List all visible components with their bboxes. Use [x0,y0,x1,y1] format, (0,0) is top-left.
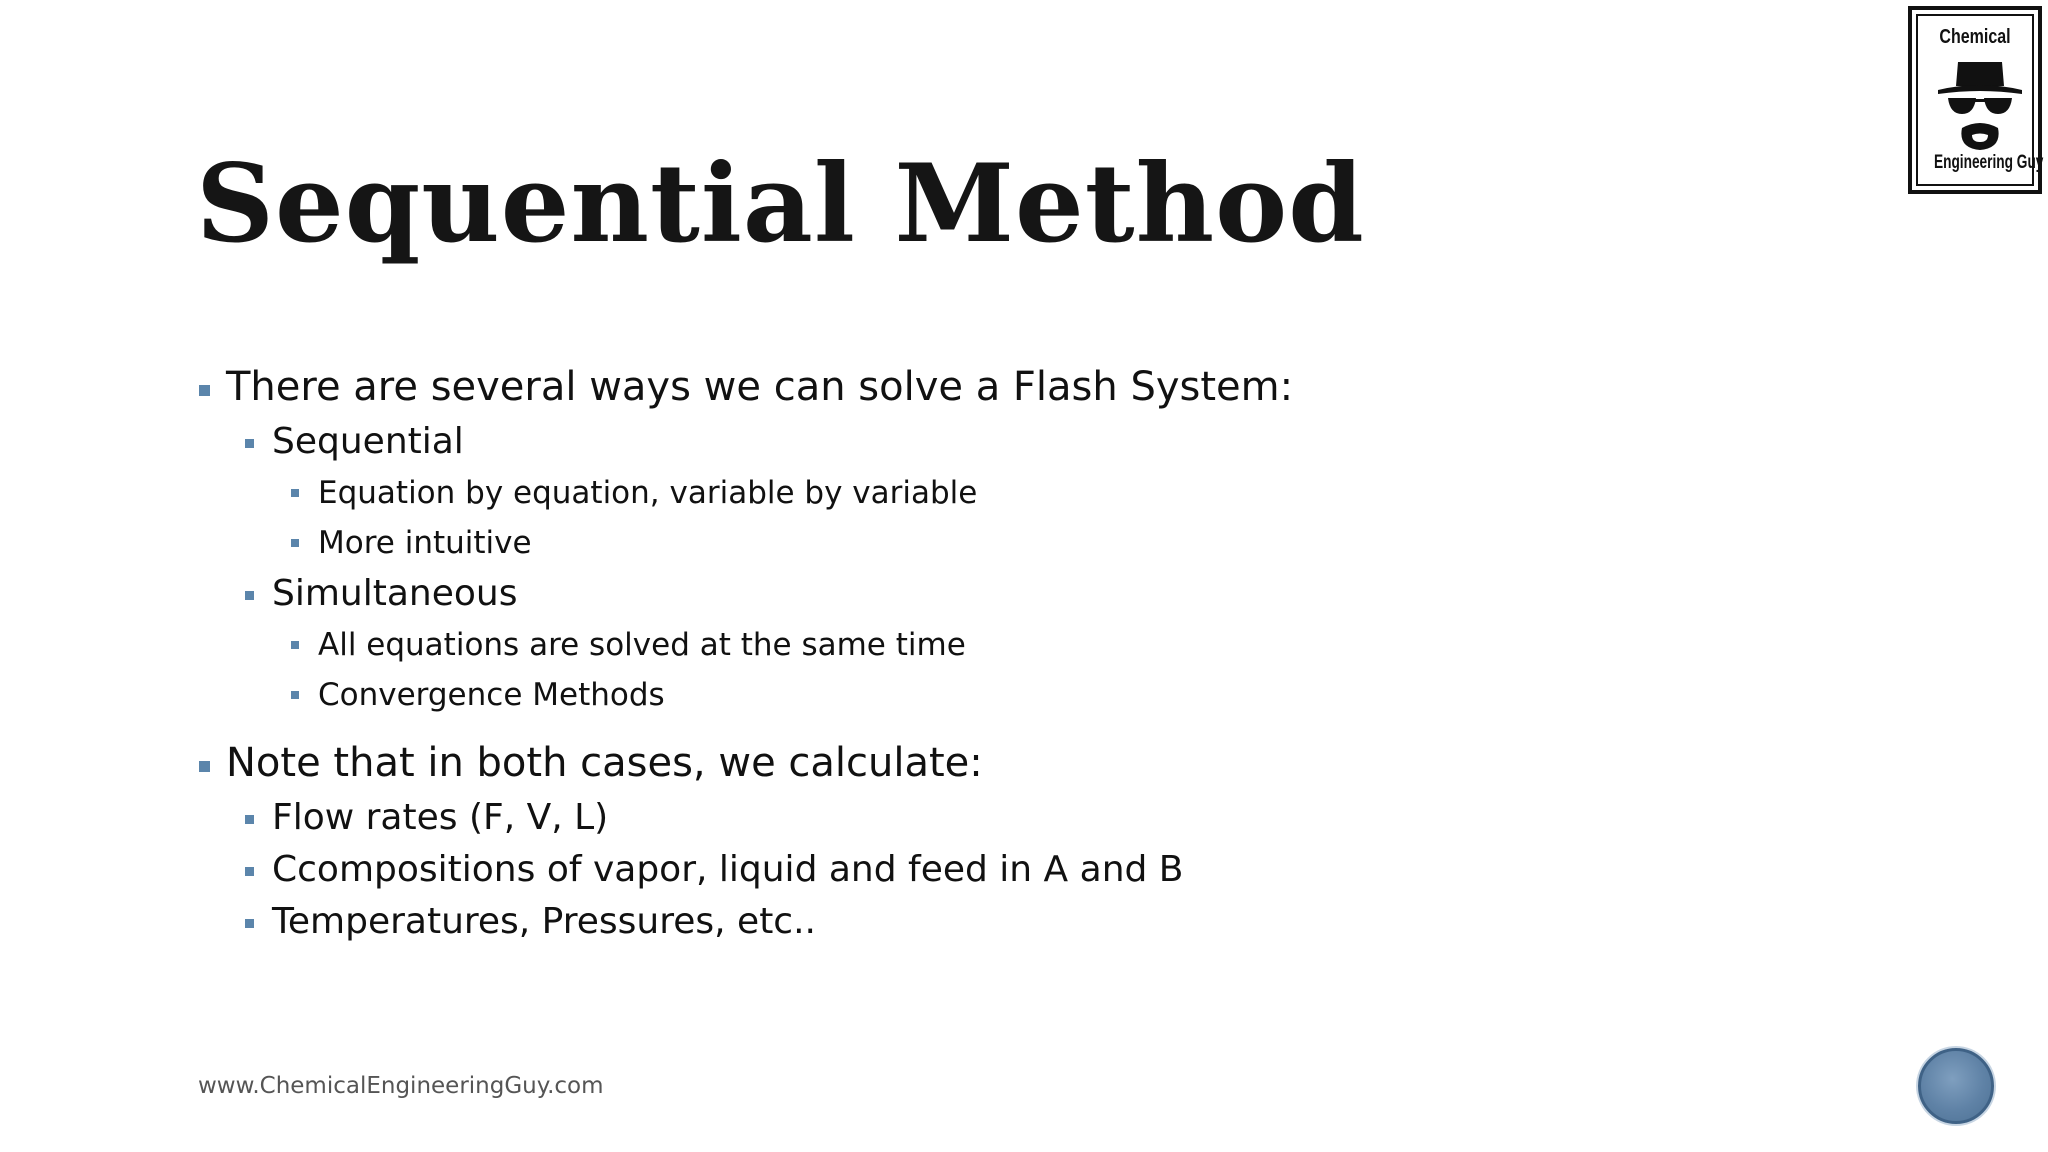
slide-title: Sequential Method [196,141,1365,267]
square-bullet-icon [245,591,254,600]
brand-logo [1908,6,2042,194]
square-bullet-icon [291,539,299,547]
bullet-item [196,792,1696,844]
square-bullet-icon [245,919,254,928]
bullet-item [196,468,1696,518]
bullet-text: Note that in both cases, we calculate: [226,740,983,786]
square-bullet-icon [291,691,299,699]
square-bullet-icon [291,641,299,649]
bullet-item [196,734,1696,792]
bullet-item [196,620,1696,670]
square-bullet-icon [245,867,254,876]
logo-top-text: Chemical [1939,26,2011,48]
bullet-item [196,896,1696,948]
bullet-list [196,358,1696,948]
footer-website-url: www.ChemicalEngineeringGuy.com [198,1073,604,1099]
square-bullet-icon [199,385,210,396]
navigation-circle-icon[interactable] [1918,1048,1994,1124]
bullet-item [196,358,1696,416]
bullet-text: There are several ways we can solve a Flash System: [226,364,1294,410]
bullet-text: Temperatures, Pressures, etc.. [272,901,816,942]
bullet-text: All equations are solved at the same time [318,627,966,663]
bullet-text: Ccompositions of vapor, liquid and feed in A and B [272,849,1184,890]
bullet-item [196,518,1696,568]
square-bullet-icon [199,761,210,772]
bullet-item [196,568,1696,620]
logo-bottom-text: Engineering Guy [1933,152,2044,173]
bullet-text: Sequential [272,421,464,462]
logo-frame [1916,14,2044,186]
bullet-item [196,844,1696,896]
bullet-text: More intuitive [318,525,532,561]
bullet-text: Flow rates (F, V, L) [272,797,609,838]
heisenberg-hat-glasses-icon [1936,56,2024,156]
square-bullet-icon [291,489,299,497]
bullet-text: Convergence Methods [318,677,665,713]
bullet-item [196,670,1696,720]
square-bullet-icon [245,815,254,824]
bullet-text: Simultaneous [272,573,518,614]
bullet-text: Equation by equation, variable by variable [318,475,978,511]
bullet-item [196,416,1696,468]
square-bullet-icon [245,439,254,448]
spacer [196,720,1696,734]
